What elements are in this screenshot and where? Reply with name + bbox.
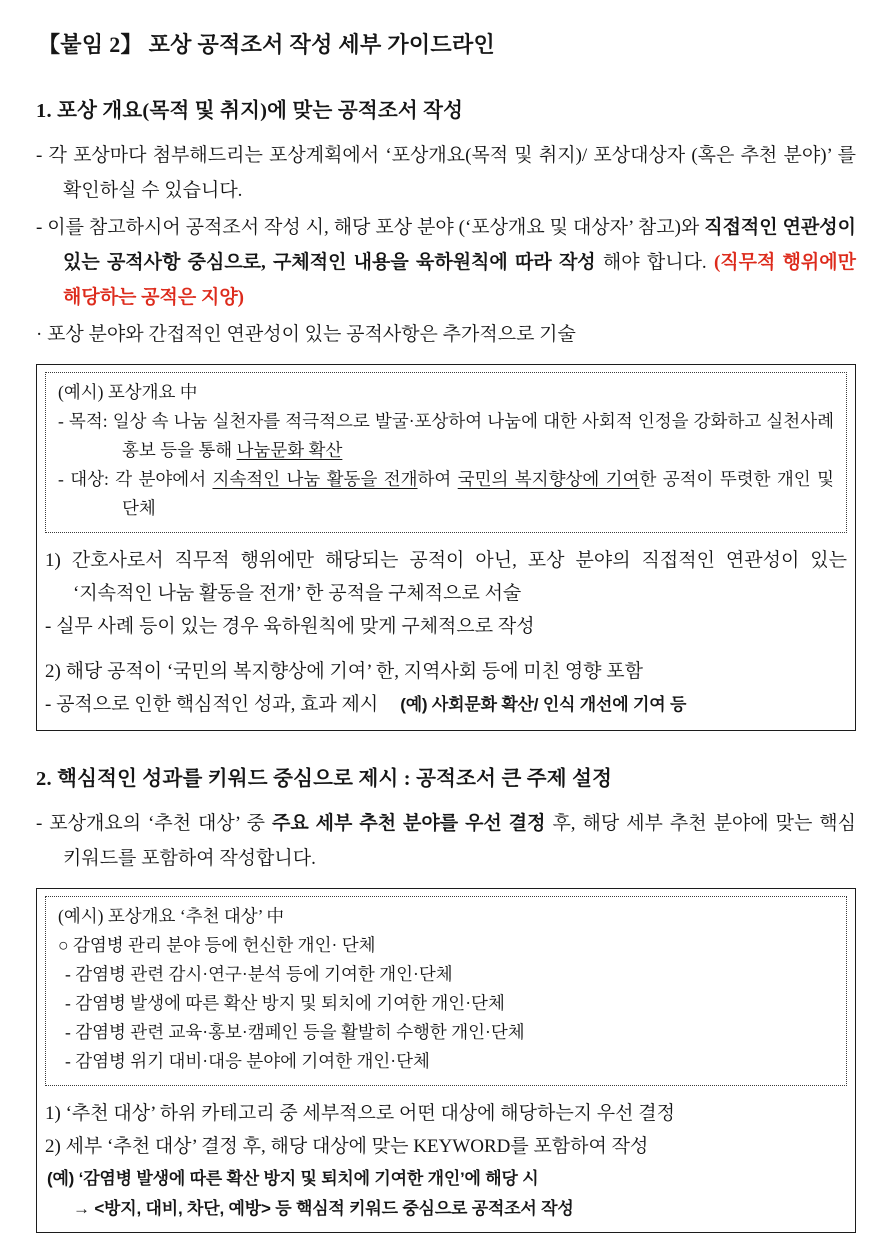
target-underlined-2: 국민의 복지향상에 기여 — [457, 469, 640, 489]
target-label: - 대상: — [58, 469, 116, 489]
note-2-sub-text: - 공적으로 인한 핵심적인 성과, 효과 제시 — [45, 694, 379, 715]
example-2-item: - 감염병 발생에 따른 확산 방지 및 퇴치에 기여한 개인·단체 — [65, 993, 505, 1013]
box-1-note-2-sub — [45, 688, 847, 721]
note-2-sub-example: (예) 사회문화 확산/ 인식 개선에 기여 등 — [400, 695, 687, 714]
purpose-text: 일상 속 나눔 실천자를 적극적으로 발굴·포상하여 나눔에 대한 사회적 인정을 강화하고 실천사례 홍보 등을 통해 — [112, 411, 835, 460]
example-1-title: (예시) 포상개요 中 — [58, 382, 198, 402]
section-2-bullet — [36, 806, 856, 876]
document-title: 【붙임 2】 포상 공적조서 작성 세부 가이드라인 — [38, 32, 496, 57]
box-2-note-1: 1) ‘추천 대상’ 하위 카테고리 중 세부적으로 어떤 대상에 해당하는지 우선 결정 — [45, 1103, 675, 1124]
section-2-example-dotted-box — [45, 896, 847, 1086]
section-2-bullet-bold: 주요 세부 추천 분야를 우선 결정 — [271, 813, 546, 834]
section-1-example-outer-box — [36, 364, 856, 731]
purpose-underlined-text: 나눔문화 확산 — [236, 440, 343, 460]
section-2 — [36, 761, 856, 1233]
section-2-example-outer-box — [36, 888, 856, 1233]
target-underlined-1: 지속적인 나눔 활동을 전개 — [212, 469, 418, 489]
example-2-item: - 감염병 관련 교육·홍보·캠페인 등을 활발히 수행한 개인·단체 — [65, 1022, 525, 1042]
section-1-example-dotted-box — [45, 372, 847, 533]
example-2-item: - 감염병 관련 감시·연구·분석 등에 기여한 개인·단체 — [65, 964, 453, 984]
target-text-3: 한 공적이 뚜렷한 개인 및 단체 — [122, 469, 834, 518]
example-1-purpose-line — [58, 407, 834, 465]
section-1-bullet-2 — [36, 210, 856, 315]
box-1-note-1: 1) 간호사로서 직무적 행위에만 해당되는 공적이 아닌, 포상 분야의 직접적인 연관성이 있는 ‘지속적인 나눔 활동을 전개’ 한 공적을 구체적으로 서술 — [45, 550, 847, 604]
purpose-label: - 목적: — [58, 411, 113, 431]
section-2-bullet-text: - 포상개요의 ‘추천 대상’ 중 — [36, 813, 272, 834]
section-2-bullet-text-cont: 후, 해당 세부 추천 분야에 맞는 핵심 키워드를 포함하여 작성합니다. — [63, 813, 856, 869]
section-1 — [36, 93, 856, 731]
example-2-item: - 감염병 위기 대비·대응 분야에 기여한 개인·단체 — [65, 1051, 430, 1071]
example-1-target-line — [58, 465, 834, 523]
target-text-2: 하여 — [417, 469, 458, 489]
box-2-example-keywords: → <방지, 대비, 차단, 예방> 등 핵심적 키워드 중심으로 공적조서 작성 — [73, 1199, 574, 1218]
section-1-heading: 1. 포상 개요(목적 및 취지)에 맞는 공적조서 작성 — [36, 100, 464, 122]
example-2-item: ○ 감염병 관리 분야 등에 헌신한 개인· 단체 — [58, 935, 376, 955]
target-text-1: 각 분야에서 — [115, 469, 213, 489]
example-2-title: (예시) 포상개요 ‘추천 대상’ 中 — [58, 906, 285, 926]
section-1-bullet-1: - 각 포상마다 첨부해드리는 포상계획에서 ‘포상개요(목적 및 취지)/ 포상대상자 (혹은 추천 분야)’ 를 확인하실 수 있습니다. — [36, 145, 856, 201]
bullet-2-text-cont: 해야 합니다. — [595, 252, 714, 273]
section-2-heading: 2. 핵심적인 성과를 키워드 중심으로 제시 : 공적조서 큰 주제 설정 — [36, 768, 613, 790]
bullet-2-red-caution: (직무적 행위에만 해당하는 공적은 지양) — [63, 252, 856, 308]
box-1-note-2: 2) 해당 공적이 ‘국민의 복지향상에 기여’ 한, 지역사회 등에 미친 영향 포함 — [45, 661, 643, 682]
box-2-example-condition: (예) ‘감염병 발생에 따른 확산 방지 및 퇴치에 기여한 개인’에 해당 시 — [47, 1169, 539, 1188]
box-1-note-1-sub: - 실무 사례 등이 있는 경우 육하원칙에 맞게 구체적으로 작성 — [45, 616, 535, 637]
section-1-bullet-3: · 포상 분야와 간접적인 연관성이 있는 공적사항은 추가적으로 기술 — [36, 324, 576, 345]
bullet-2-bold-text: 직접적인 연관성이 있는 공적사항 중심으로, 구체적인 내용을 육하원칙에 따라 작성 — [63, 217, 856, 273]
bullet-2-text: - 이를 참고하시어 공적조서 작성 시, 해당 포상 분야 (‘포상개요 및 대상자’ 참고)와 — [36, 217, 705, 238]
box-2-note-2: 2) 세부 ‘추천 대상’ 결정 후, 해당 대상에 맞는 KEYWORD를 포함하여 작성 — [45, 1136, 649, 1157]
